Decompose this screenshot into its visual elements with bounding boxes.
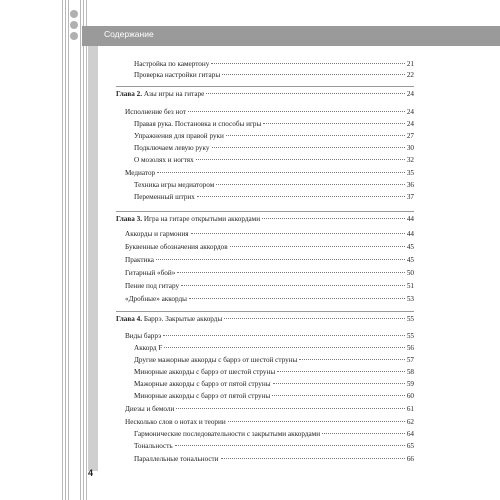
toc-entry-title: «Дробные» аккорды (125, 295, 187, 303)
toc-leader (224, 318, 405, 319)
page-title: Содержание (104, 29, 154, 39)
toc-leader (163, 335, 405, 336)
toc-leader (299, 359, 404, 360)
toc-entry-title: Гитарный «бой» (125, 269, 176, 277)
toc-entry[interactable] (134, 368, 414, 377)
toc-entry-page: 21 (406, 60, 414, 68)
toc-entry[interactable] (125, 418, 414, 427)
toc-entry-title: Медиатор (125, 169, 156, 177)
toc-entry[interactable] (134, 71, 414, 80)
toc-entry[interactable] (134, 455, 414, 464)
toc-entry[interactable] (134, 380, 414, 389)
toc-entry-page: 56 (406, 344, 414, 352)
toc-entry[interactable] (134, 120, 414, 129)
toc-entry-title: Буквенные обозначения аккордов (125, 243, 228, 251)
toc-entry-title (116, 215, 260, 224)
toc-entry-page: 55 (406, 315, 414, 323)
toc-entry-title: Аккорд F (134, 344, 163, 352)
toc-entry[interactable] (125, 282, 414, 291)
toc-leader (177, 272, 404, 273)
toc-entry-page: 35 (406, 169, 414, 177)
toc-entry[interactable] (134, 344, 414, 353)
toc-leader (221, 458, 405, 459)
toc-entry-page: 65 (406, 442, 414, 450)
toc-leader (230, 246, 405, 247)
toc-leader (322, 433, 405, 434)
toc-entry-page: 50 (406, 269, 414, 277)
toc-entry-page: 37 (406, 193, 414, 201)
toc-entry-title: Минорные аккорды с баррэ от шестой струны (134, 368, 276, 376)
toc-entry-title: Виды баррэ (125, 332, 162, 340)
toc-chapter-entry[interactable] (116, 215, 414, 224)
toc-entry-title (116, 315, 222, 324)
toc-entry-title: Упражнения для правой руки (134, 132, 224, 140)
toc-entry-title: Тональность (134, 442, 173, 450)
toc-leader (197, 196, 405, 197)
chapter-separator (116, 311, 414, 312)
toc-leader (181, 285, 405, 286)
toc-entry-page: 51 (406, 282, 414, 290)
toc-entry-title: Аккорды и гармония (125, 230, 189, 238)
toc-leader (176, 408, 404, 409)
toc-leader (216, 184, 405, 185)
toc-entry-title: Мажорные аккорды с баррэ от пятой струны (134, 380, 271, 388)
toc-entry[interactable] (125, 295, 414, 304)
toc-entry[interactable] (125, 256, 414, 265)
toc-entry[interactable] (134, 442, 414, 451)
toc-entry[interactable] (125, 108, 414, 117)
toc-entry-title: Параллельные тональности (134, 455, 219, 463)
chapter-title: Игра на гитаре открытыми аккордами (143, 215, 261, 223)
toc-leader (175, 445, 405, 446)
chapter-number: Глава 2. (116, 90, 143, 98)
toc-entry[interactable] (134, 144, 414, 153)
toc-entry[interactable] (134, 60, 414, 69)
toc-leader (226, 135, 405, 136)
toc-entry-title: Практика (125, 256, 154, 264)
chapter-separator (116, 211, 414, 212)
toc-entry[interactable] (134, 193, 414, 202)
toc-entry-page: 59 (406, 380, 414, 388)
toc-entry[interactable] (134, 356, 414, 365)
toc-entry[interactable] (125, 230, 414, 239)
toc-entry-title: Минорные аккорды с баррэ от пятой струны (134, 392, 271, 400)
toc-entry-title: Настройка по камертону (134, 60, 210, 68)
toc-leader (273, 383, 405, 384)
toc-leader (222, 74, 405, 75)
toc-leader (189, 298, 405, 299)
toc-entry[interactable] (134, 392, 414, 401)
toc-leader (206, 93, 404, 94)
toc-leader (191, 233, 405, 234)
toc-entry[interactable] (125, 243, 414, 252)
toc-leader (263, 123, 404, 124)
toc-entry-page: 27 (406, 132, 414, 140)
toc-leader (211, 63, 404, 64)
chapter-number: Глава 4. (116, 315, 143, 323)
chapter-number: Глава 3. (116, 215, 143, 223)
toc-entry-page: 64 (406, 430, 414, 438)
toc-entry-page: 36 (406, 181, 414, 189)
toc-entry-page: 24 (406, 90, 414, 98)
toc-entry[interactable] (134, 181, 414, 190)
toc-entry-page: 60 (406, 392, 414, 400)
toc-entry-page: 62 (406, 418, 414, 426)
toc-leader (164, 347, 404, 348)
toc-entry[interactable] (134, 132, 414, 141)
toc-chapter-entry[interactable] (116, 90, 414, 99)
chapter-title: Баррэ. Закрытые аккорды (143, 315, 223, 323)
toc-entry-page: 45 (406, 256, 414, 264)
toc-leader (157, 172, 405, 173)
toc-entry-page: 61 (406, 405, 414, 413)
toc-leader (262, 218, 405, 219)
toc-entry[interactable] (125, 332, 414, 341)
toc-entry-title: Диезы и бемоли (125, 405, 175, 413)
toc-entry-title: Несколько слов о нотах и теории (125, 418, 226, 426)
toc-entry-title: Правая рука. Постановка и способы игры (134, 120, 262, 128)
toc-entry-page: 32 (406, 156, 414, 164)
toc-entry-title: Переменный штрих (134, 193, 195, 201)
toc-entry-title: Подключаем левую руку (134, 144, 210, 152)
toc-entry-title: Техника игры медиатором (134, 181, 215, 189)
toc-entry-page: 57 (406, 356, 414, 364)
toc-entry-page: 24 (406, 108, 414, 116)
toc-entry-title: Другие мажорные аккорды с баррэ от шестой струны (134, 356, 298, 364)
toc-chapter-entry[interactable] (116, 315, 414, 324)
toc-leader (196, 159, 405, 160)
toc-entry-page: 44 (406, 215, 414, 223)
toc-leader (156, 259, 405, 260)
page-number: 4 (88, 468, 94, 478)
toc-entry-title: Исполнение без нот (125, 108, 186, 116)
toc-entry-page: 66 (406, 455, 414, 463)
chapter-separator (116, 86, 414, 87)
chapter-title: Азы игры на гитаре (143, 90, 205, 98)
toc-entry-page: 24 (406, 120, 414, 128)
toc-entry[interactable] (125, 269, 414, 278)
toc-entry-page: 22 (406, 71, 414, 79)
toc-leader (212, 147, 405, 148)
toc-entry-title: Пение под гитару (125, 282, 180, 290)
toc-entry-page: 55 (406, 332, 414, 340)
toc-entry-title: О мозолях и ногтях (134, 156, 194, 164)
toc-leader (272, 395, 405, 396)
toc-entry[interactable] (134, 430, 414, 439)
toc-entry-page: 58 (406, 368, 414, 376)
toc-leader (228, 421, 405, 422)
toc-entry-page: 30 (406, 144, 414, 152)
toc-entry-page: 45 (406, 243, 414, 251)
toc-leader (188, 111, 405, 112)
toc-entry-title: Гармонические последовательности с закрытыми аккордами (134, 430, 321, 438)
toc-entry[interactable] (125, 169, 414, 178)
toc-entry[interactable] (134, 156, 414, 165)
toc-entry-page: 53 (406, 295, 414, 303)
toc-entry-title: Проверка настройки гитары (134, 71, 221, 79)
toc-leader (277, 371, 405, 372)
toc-entry[interactable] (125, 405, 414, 414)
toc-entry-title (116, 90, 204, 99)
toc-entry-page: 44 (406, 230, 414, 238)
